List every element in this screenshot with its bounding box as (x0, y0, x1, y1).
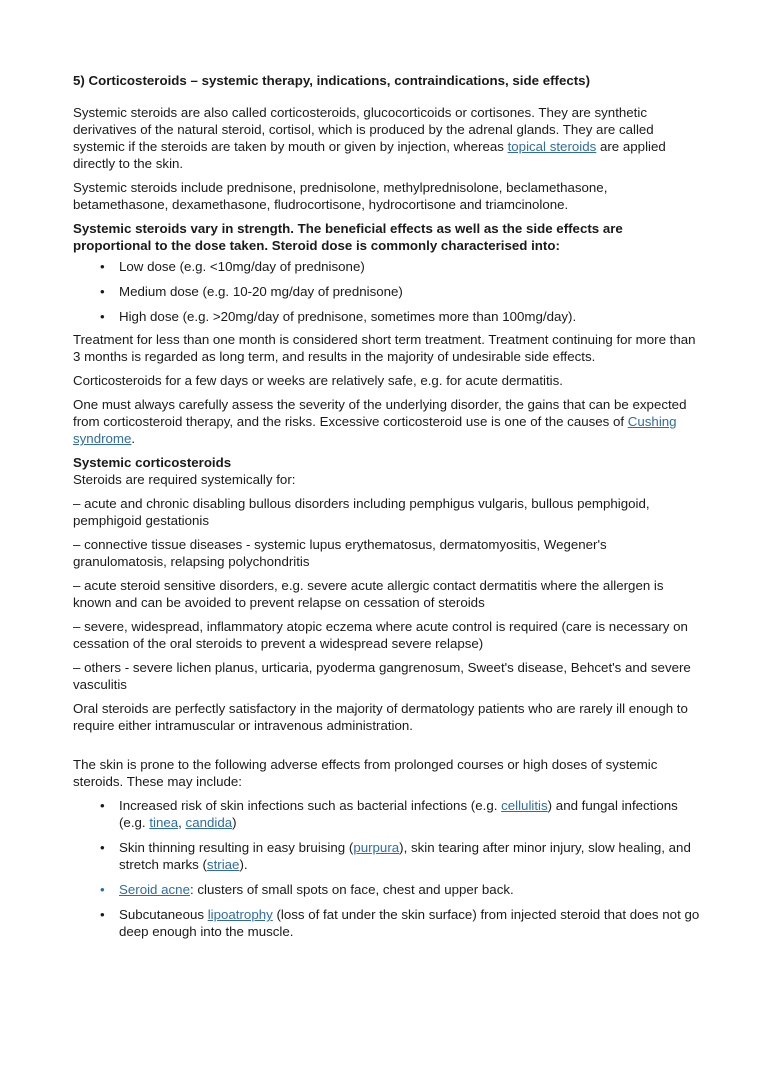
topical-steroids-link[interactable]: topical steroids (507, 139, 597, 154)
purpura-link[interactable]: purpura (353, 840, 400, 855)
cushing-syndrome-link[interactable]: Cushing syndrome (73, 414, 677, 446)
indication-others: – others - severe lichen planus, urticaria, pyoderma gangrenosum, Sweet's disease, Behcet's and severe vasculitis (73, 660, 691, 692)
dose-low: Low dose (e.g. <10mg/day of prednisone) (119, 259, 365, 274)
oral-steroids-paragraph: Oral steroids are perfectly satisfactory in the majority of dermatology patients who are rarely ill enough to require either intramuscular or intravenous administration. (73, 701, 688, 733)
cellulitis-link[interactable]: cellulitis (501, 798, 548, 813)
bullet-icon: • (100, 259, 105, 274)
dose-high: High dose (e.g. >20mg/day of prednisone, sometimes more than 100mg/day). (119, 309, 577, 324)
bullet-icon: • (100, 309, 105, 324)
ae-infection-sep: , (178, 815, 186, 830)
list-item (73, 839, 703, 873)
bullet-icon: • (100, 284, 105, 299)
intro-text: Systemic steroids are also called corticosteroids, glucocorticoids or cortisones. They are synthetic derivatives of the natural steroid, cortisol, which is produced by the adrenal glands. They are called systemic if the steroids are taken by mouth or given by injection, whereas (73, 105, 654, 154)
assessment-paragraph (73, 396, 703, 447)
ae-lipoatrophy-text: Subcutaneous (119, 907, 208, 922)
seroid-acne-link[interactable]: Seroid acne (119, 882, 190, 897)
required-for-paragraph: Steroids are required systemically for: (73, 472, 296, 487)
tinea-link[interactable]: tinea (149, 815, 179, 830)
assessment-text: One must always carefully assess the severity of the underlying disorder, the gains that can be expected from corticosteroid therapy, and the risks. Excessive corticosteroid use is one of the causes of (73, 397, 687, 429)
list-item (73, 881, 703, 898)
dose-list (73, 258, 703, 325)
ae-thinning-text-2: ), skin tearing after minor injury, slow healing, and stretch marks ( (119, 840, 691, 872)
list-item (73, 258, 703, 275)
indication-acute-sensitive: – acute steroid sensitive disorders, e.g. severe acute allergic contact dermatitis where the allergen is known and can be avoided to prevent relapse on cessation of steroids (73, 578, 664, 610)
striae-link[interactable]: striae (206, 857, 240, 872)
section-title: 5) Corticosteroids – systemic therapy, indications, contraindications, side effects) (73, 73, 590, 88)
bullet-icon: • (100, 882, 105, 897)
indication-bullous: – acute and chronic disabling bullous disorders including pemphigus vulgaris, bullous pemphigoid, pemphigoid gestationis (73, 496, 650, 528)
systemic-heading: Systemic corticosteroids (73, 455, 232, 470)
treatment-duration-paragraph: Treatment for less than one month is considered short term treatment. Treatment continuing for more than 3 months is regarded as long term, and results in the majority of undesirable side effects. (73, 332, 696, 364)
ae-thinning-end: ). (239, 857, 248, 872)
candida-link[interactable]: candida (185, 815, 233, 830)
bullet-icon: • (100, 840, 105, 855)
intro-text-end: are applied directly to the skin. (73, 139, 666, 171)
strength-paragraph: Systemic steroids vary in strength. The beneficial effects as well as the side effects are proportional to the dose taken. Steroid dose is commonly characterised into: (73, 221, 623, 253)
bullet-icon: • (100, 907, 105, 922)
ae-infection-text-2: ) and fungal infections (e.g. (119, 798, 678, 830)
ae-acne-text: : clusters of small spots on face, chest and upper back. (189, 882, 514, 897)
ae-infection-text: Increased risk of skin infections such as bacterial infections (e.g. (119, 798, 502, 813)
bullet-icon: • (100, 798, 105, 813)
list-item (73, 308, 703, 325)
dose-medium: Medium dose (e.g. 10-20 mg/day of prednisone) (119, 284, 403, 299)
safety-paragraph: Corticosteroids for a few days or weeks are relatively safe, e.g. for acute dermatitis. (73, 373, 563, 388)
adverse-effects-intro: The skin is prone to the following adverse effects from prolonged courses or high doses of systemic steroids. These may include: (73, 757, 658, 789)
ae-lipoatrophy-text-2: (loss of fat under the skin surface) from injected steroid that does not go deep enough into the muscle. (119, 907, 700, 939)
lipoatrophy-link[interactable]: lipoatrophy (207, 907, 273, 922)
list-item (73, 797, 703, 831)
indication-atopic-eczema: – severe, widespread, inflammatory atopic eczema where acute control is required (care is necessary on cessation of the oral steroids to prevent a widespread severe relapse) (73, 619, 688, 651)
document-page (73, 72, 703, 948)
ae-thinning-text: Skin thinning resulting in easy bruising ( (119, 840, 354, 855)
ae-infection-end: ) (232, 815, 237, 830)
assessment-text-end: . (131, 431, 136, 446)
intro-paragraph (73, 104, 703, 172)
list-item (73, 906, 703, 940)
indication-connective-tissue: – connective tissue diseases - systemic lupus erythematosus, dermatomyositis, Wegener's granulomatosis, relapsing polychondritis (73, 537, 607, 569)
list-item (73, 283, 703, 300)
adverse-effects-list (73, 797, 703, 940)
steroid-list-paragraph: Systemic steroids include prednisone, prednisolone, methylprednisolone, beclamethasone, betamethasone, dexamethasone, fludrocortisone, hydrocortisone and triamcinolone. (73, 180, 608, 212)
